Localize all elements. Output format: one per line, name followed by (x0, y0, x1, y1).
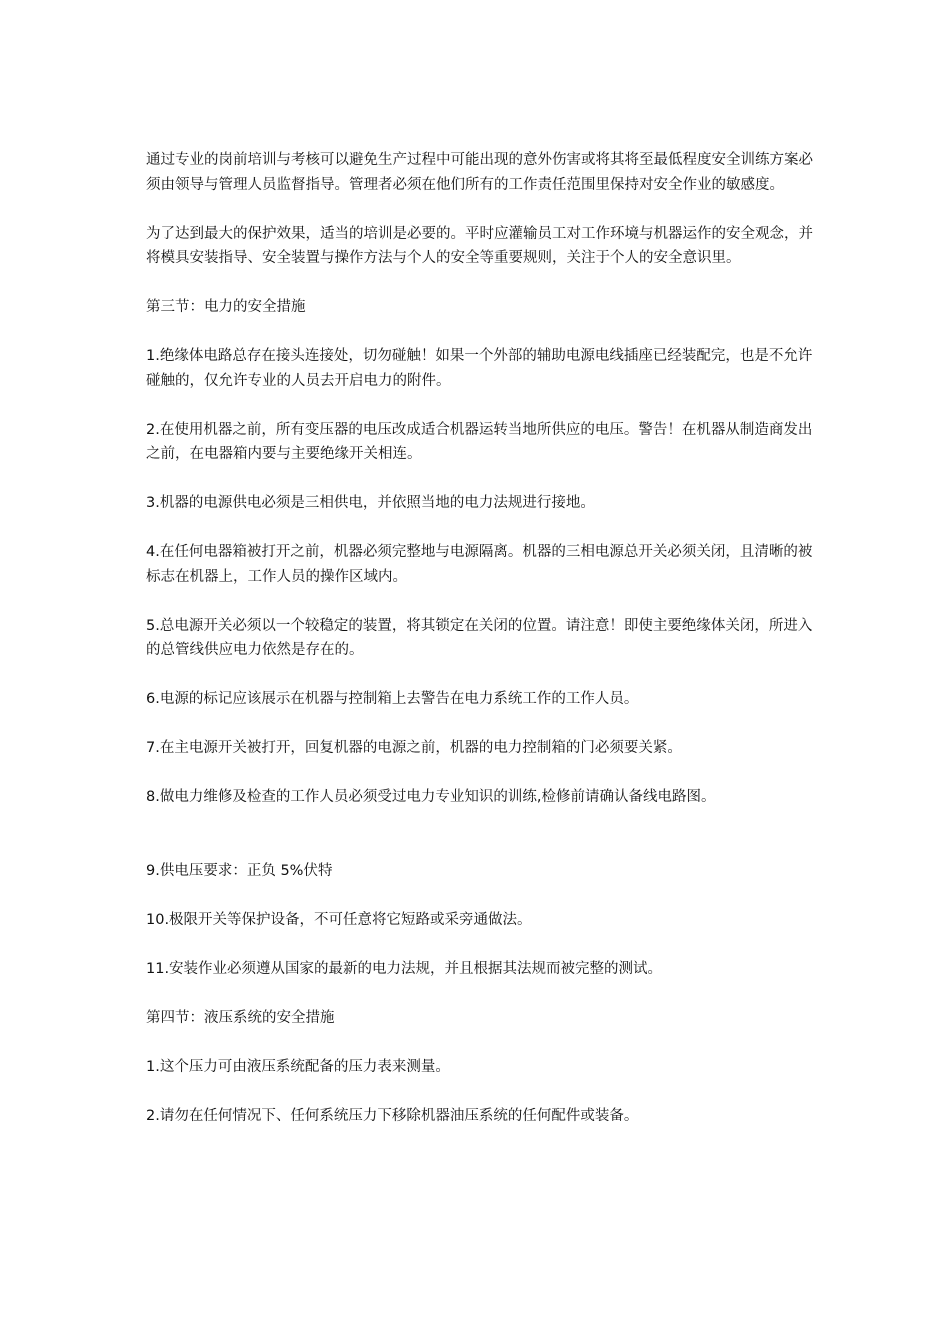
section3-item-3: 3.机器的电源供电必须是三相供电，并依照当地的电力法规进行接地。 (146, 495, 595, 511)
section3-item-10: 10.极限开关等保护设备，不可任意将它短路或采旁通做法。 (146, 911, 532, 928)
document-page (146, 148, 816, 1128)
intro-paragraph-1: 通过专业的岗前培训与考核可以避免生产过程中可能出现的意外伤害或将其将至最低程度安全训练方案必须由领导与管理人员监督指导。管理者必须在他们所有的工作责任范围里保持对安全作业的敏感度。 (146, 152, 813, 193)
section3-heading: 第三节：电力的安全措施 (146, 299, 306, 315)
section3-item-4: 4.在任何电器箱被打开之前，机器必须完整地与电源隔离。机器的三相电源总开关必须关闭，且清晰的被标志在机器上，工作人员的操作区域内。 (146, 544, 813, 585)
section3-item-9: 9.供电压要求：正负 5%伏特 (146, 862, 333, 879)
section4-item-1: 1.这个压力可由液压系统配备的压力表来测量。 (146, 1058, 450, 1075)
intro-paragraph-2: 为了达到最大的保护效果，适当的培训是必要的。平时应灌输员工对工作环境与机器运作的安全观念，并将模具安装指导、安全装置与操作方法与个人的安全等重要规则，关注于个人的安全意识里。 (146, 225, 813, 266)
section3-item-7: 7.在主电源开关被打开，回复机器的电源之前，机器的电力控制箱的门必须要关紧。 (146, 740, 682, 756)
section3-item-2: 2.在使用机器之前，所有变压器的电压改成适合机器运转当地所供应的电压。警告！在机器从制造商发出之前，在电器箱内要与主要绝缘开关相连。 (146, 421, 813, 462)
section3-item-8: 8.做电力维修及检查的工作人员必须受过电力专业知识的训练,检修前请确认备线电路图。 (146, 789, 716, 805)
section3-item-5: 5.总电源开关必须以一个较稳定的装置，将其锁定在关闭的位置。请注意！即使主要绝缘体关闭，所进入的总管线供应电力依然是存在的。 (146, 617, 813, 658)
section3-item-11: 11.安装作业必须遵从国家的最新的电力法规，并且根据其法规而被完整的测试。 (146, 960, 663, 977)
section3-item-1: 1.绝缘体电路总存在接头连接处，切勿碰触！如果一个外部的辅助电源电线插座已经装配完，也是不允许碰触的，仅允许专业的人员去开启电力的附件。 (146, 348, 813, 389)
section4-item-2: 2.请勿在任何情况下、任何系统压力下移除机器油压系统的任何配件或装备。 (146, 1107, 639, 1124)
section4-heading: 第四节：液压系统的安全措施 (146, 1009, 335, 1026)
section3-item-6: 6.电源的标记应该展示在机器与控制箱上去警告在电力系统工作的工作人员。 (146, 691, 639, 707)
